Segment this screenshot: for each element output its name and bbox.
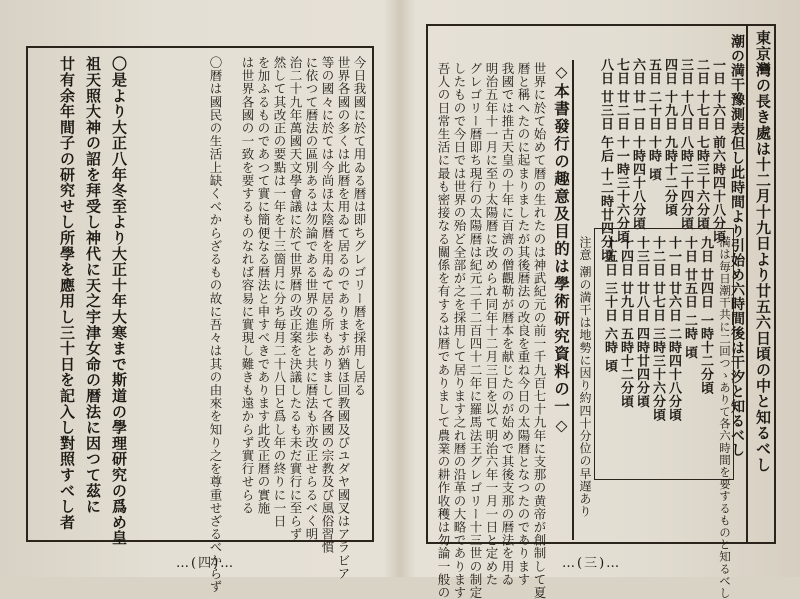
body-column: 暦と稱へたのに起まりましたが其後暦法の改良を重ね今日の太陽暦となつたのであります xyxy=(516,62,531,586)
tide-row: 八日 廿三日 午后 十二時廿四分頃 xyxy=(598,58,613,263)
right-page xyxy=(402,0,800,599)
tide-caution: 注意 潮の満干は地勢に因り約四十分位の早遅あり xyxy=(578,236,592,518)
body-column: 吾人の日常生活に最も密接なる關係を有するは暦でありまして農業の耕作收穫は勿論一般の xyxy=(436,62,451,599)
title-divider xyxy=(746,26,748,542)
tide-row: 十一日 廿六日 二時四十八分頃 xyxy=(666,236,681,422)
body-column-large: 〇是より大正八年冬至より大正十年大寒まで斯道の學理研究の爲め皇 xyxy=(110,56,128,546)
tide-row: 十四日 廿九日 五時十二分頃 xyxy=(618,236,633,409)
tide-row: 九日 廿四日 一時十二分頃 xyxy=(698,236,713,395)
tide-row: 十二日 廿七日 三時三十六分頃 xyxy=(650,236,665,422)
right-page-title: 東京灣の長き處は十二月十九日より廿五六日頃の中と知るべし xyxy=(754,30,772,473)
tide-side-note: 満は毎日潮干共に二回つゝありて各六時間を要するものと知るべし xyxy=(718,236,732,599)
body-column-large: 廿有余年間子の研究せし所學を應用し三十日を記入し對照すべし者 xyxy=(58,56,76,530)
tide-row: 十五日 三十日 六時 頃 xyxy=(602,236,617,373)
tide-row: 七日 廿二日 十一時三十六分頃 xyxy=(614,58,629,244)
body-column: 〇暦は國民の生活上缺くべからざるもの故に吾々は其の由來を知り之を尊重せざるべからず xyxy=(208,56,223,594)
body-column: グレゴリー暦即ち現行の太陽暦は紀元二千二百四十二年に羅馬法王グレゴリー十三世の制定 xyxy=(468,62,483,599)
tide-row: 六日 廿一日 十時四十八分頃 xyxy=(630,58,645,231)
tide-table-intro: 潮の満干豫測表但し此時間より引始め六時間後は干汐と知るべし xyxy=(729,34,745,458)
body-column: に依つて暦法の區別あるは勿論である世界の進歩と共に暦法も亦改正せらるべく明 xyxy=(304,56,319,541)
body-column: を加ふるものであつて實に簡便なる暦法と申すべきであります此改正暦の實施 xyxy=(256,56,271,515)
page-number: …(三)… xyxy=(562,556,622,571)
section-heading: ◇本書發行の趣意及目的は學術研究資料の一◇ xyxy=(552,62,571,437)
body-column: 明治五年十一月に至り太陽暦に改められ同年十二月三日を以て明治六年一月一日と定めた xyxy=(484,62,499,586)
body-column: 世界各國の多くは此暦を用ゐて居るのでありますが猶ほ回教國及びユダヤ國叉はアラビア xyxy=(336,56,351,580)
body-column: 我國では推古天皇の十年に百濟の僧觀勒が暦本を献じたのが始めで其後支那の暦法を用ゐ xyxy=(500,62,515,586)
left-page xyxy=(0,0,398,594)
body-column-large: 祖天照大神の詔を拜受し神代に天之宇津女命の暦法に因つて茲に xyxy=(84,56,102,515)
tide-row: 三日 十八日 八時二十四分頃 xyxy=(678,58,693,231)
body-column: 治二十九年萬國天文學會議に於て世界暦の改正案を決議したるも未だ實行に至らず xyxy=(288,56,303,541)
page-number: …(四)… xyxy=(176,556,236,571)
body-column: 等の國々に於ては今尚ほ太陰暦を用ゐて居る所もありまして各國の宗教及び風俗習慣 xyxy=(320,56,335,554)
tide-row: 五日 二十日 十時 頃 xyxy=(646,58,661,182)
tide-row: 十三日 廿八日 四時廿四分頃 xyxy=(634,236,649,409)
body-column: 今日我國に於て用ゐる暦は即ちグレゴリー暦を採用し居る xyxy=(352,56,367,397)
body-column: したもので今日では世界の殆ど全部が之を採用して居ります之れ暦の沿革の大略であります xyxy=(452,62,467,599)
body-column: 世界に於て始めて暦の生れたのは神武紀元の前一千九百七十九年に支那の黄帝が創制して夏 xyxy=(532,62,547,599)
body-column: は世界各國の一致を要するものなれば容易に實現し難きも遠からず實行せらる xyxy=(240,56,255,515)
body-column: 然して其改正の要點は一年を十三箇月に分ち毎月二十八日と爲し年の終りに一日 xyxy=(272,56,287,528)
tide-row: 一日 十六日 前六時四十八分頃 xyxy=(710,58,725,244)
tide-row: 二日 十七日 七時三十六分頃 xyxy=(694,58,709,231)
section-divider xyxy=(572,60,574,540)
tide-row: 四日 十九日 九時十二分頃 xyxy=(662,58,677,217)
tide-row: 十日 廿五日 二時 頃 xyxy=(682,236,697,360)
